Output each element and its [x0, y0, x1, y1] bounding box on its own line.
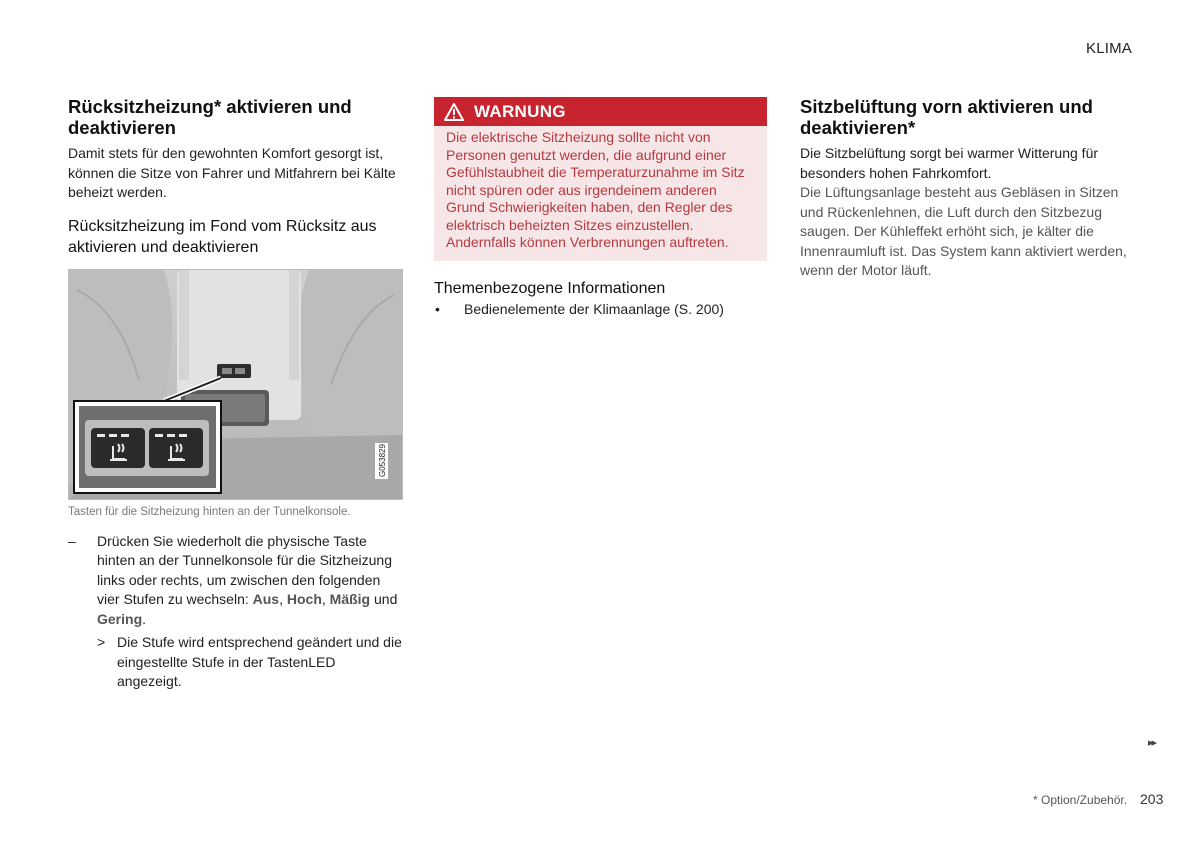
related-info-item — [434, 300, 767, 320]
warning-triangle-icon — [444, 103, 464, 121]
figure-code: G053829 — [378, 443, 387, 477]
warning-header — [434, 97, 767, 126]
seat-heat-led-right — [155, 434, 187, 437]
footnote: * Option/Zubehör. — [1033, 793, 1128, 807]
seat-ventilation-intro: Die Sitzbelüftung sorgt bei warmer Witterung für besonders hohen Fahrkomfort. — [800, 145, 1099, 181]
result-mark: > — [97, 634, 106, 650]
bullet-mark: • — [435, 300, 440, 317]
level-high: Hoch — [286, 591, 322, 607]
figure-caption: Tasten für die Sitzheizung hinten an der Tunnelkonsole. — [68, 505, 351, 518]
seat-ventilation-title: Sitzbelüftung vorn aktivieren und deaktivieren* — [800, 96, 1093, 138]
instruction-step — [68, 532, 403, 630]
continue-arrows-icon: ▸▸ — [1148, 737, 1156, 749]
seat-heat-led-left — [97, 434, 129, 437]
warning-column — [434, 97, 767, 319]
step-dash: – — [68, 532, 76, 549]
page-number: 203 — [1140, 791, 1164, 807]
level-medium: Mäßig — [329, 591, 371, 607]
step-result — [97, 633, 403, 692]
rear-seat-heating-title: Rücksitzheizung* aktivieren und deaktivieren — [68, 96, 352, 138]
warning-box — [434, 97, 767, 261]
rear-seat-heating-subtitle: Rücksitzheizung im Fond vom Rücksitz aus aktivieren und deaktivieren — [68, 217, 377, 256]
warning-title: WARNUNG — [474, 101, 566, 121]
warning-text: Die elektrische Sitzheizung sollte nicht von Personen genutzt werden, die aufgrund einer Gefühlstaubheit die Temperaturzunahme im Sitz nicht spüren oder aus irgendeinem anderen Grund Schwierigkeiten haben, den Regler des elektrisch beheizten Sitzes einzustellen. Andernfalls können Verbrennungen auftreten. — [434, 126, 767, 261]
related-info-title: Themenbezogene Informationen — [434, 279, 666, 297]
seat-ventilation-body: Die Lüftungsanlage besteht aus Gebläsen in Sitzen und Rückenlehnen, die Luft durch den Sitzbezug saugen. Der Kühleffekt erhöht sich, je kälter die Innenraumluft ist. Das System kann aktiviert werden, wenn der Motor läuft. — [800, 184, 1127, 278]
related-info-link[interactable]: Bedienelemente der Klimaanlage (S. 200) — [464, 300, 724, 317]
level-low: Gering — [97, 610, 143, 627]
step-text: Drücken Sie wiederholt die physische Taste hinten an der Tunnelkonsole für die Sitzheizung links oder rechts, um zwischen den folgenden vier Stufen zu wechseln: Aus, Hoch, Mäßig und Gering. — [97, 532, 398, 627]
tunnel-console-figure — [68, 269, 403, 500]
result-text: Die Stufe wird entsprechend geändert und die eingestellte Stufe in der TastenLED angezeigt. — [117, 634, 402, 689]
rear-seat-heating-intro: Damit stets für den gewohnten Komfort gesorgt ist, können die Sitze von Fahrer und Mitfahrern bei Kälte beheizt werden. — [68, 145, 396, 200]
seat-ventilation-column — [800, 96, 1135, 281]
rear-seat-heating-column — [68, 96, 403, 692]
section-label: KLIMA — [1086, 40, 1133, 57]
level-off: Aus — [252, 591, 280, 607]
